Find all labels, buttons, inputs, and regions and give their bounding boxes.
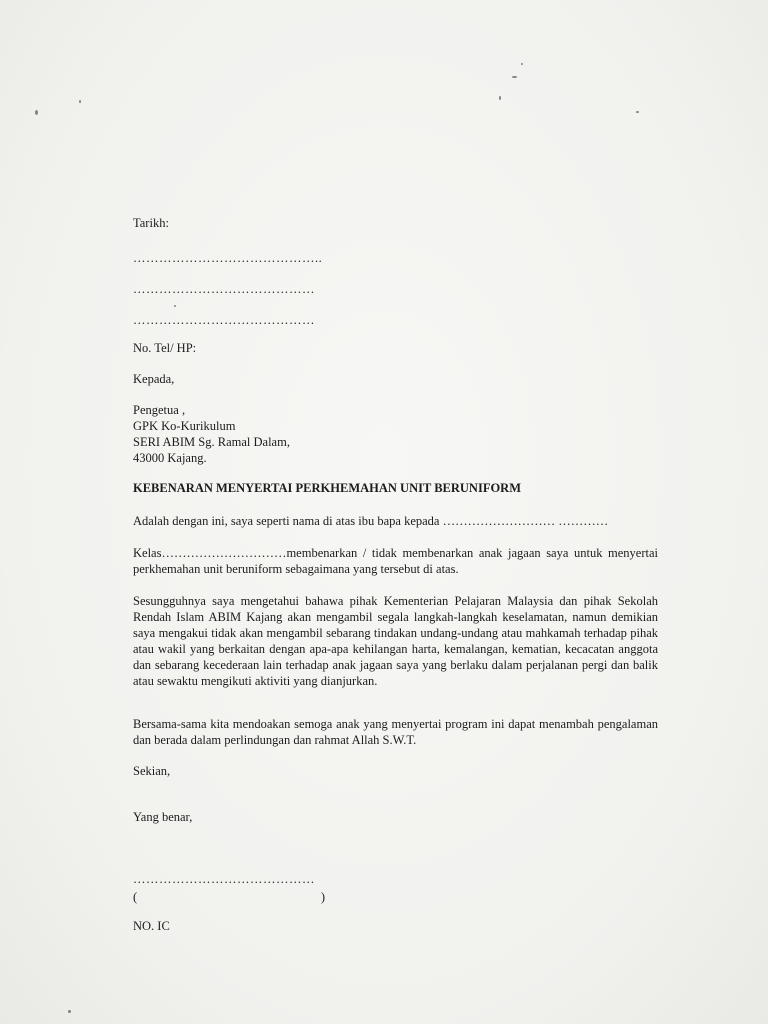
to-label: Kepada, bbox=[133, 372, 175, 386]
name-parentheses bbox=[133, 889, 325, 905]
address-line-2: …………………………………… bbox=[133, 282, 315, 296]
recipient-line: Pengetua , bbox=[133, 403, 186, 417]
paragraph-consent: Kelas…………………………membenarkan / tidak membenarkan anak jagaan saya untuk menyertai perkhemahan unit beruniform sebagaimana yang tersebut di atas. bbox=[133, 546, 658, 576]
close-paren: ) bbox=[320, 890, 325, 904]
address-line-1: …………………………………….. bbox=[133, 251, 323, 265]
scan-speck bbox=[521, 63, 523, 65]
scan-speck bbox=[68, 1010, 71, 1013]
paragraph-liability: Sesungguhnya saya mengetahui bahawa pihak Kementerian Pelajaran Malaysia dan pihak Sekolah Rendah Islam ABIM Kajang akan mengambil segala langkah-langkah keselamatan, namun demikian saya mengakui tidak akan mengambil sebarang tindakan undang-undang atau mahkamah terhadap pihak atau wakil yang berkaitan dengan apa-apa kehilangan harta, kemalangan, kematian, kecacatan anggota dan sebarang kecederaan lain terhadap anak jagaan saya yang berlaku dalam perjalanan pergi dan balik atau sewaktu mengikuti aktiviti yang dianjurkan. bbox=[133, 594, 658, 688]
open-paren: ( bbox=[133, 890, 138, 904]
recipient-line: GPK Ko-Kurikulum bbox=[133, 419, 236, 433]
ic-label: NO. IC bbox=[133, 919, 170, 933]
scan-speck bbox=[499, 96, 501, 100]
signature-line: …………………………………… bbox=[133, 872, 315, 886]
scan-speck bbox=[512, 76, 517, 78]
recipient-line: 43000 Kajang. bbox=[133, 451, 207, 465]
scan-speck bbox=[79, 100, 81, 103]
closing-text: Sekian, bbox=[133, 764, 171, 778]
recipient-line: SERI ABIM Sg. Ramal Dalam, bbox=[133, 435, 290, 449]
date-label: Tarikh: bbox=[133, 216, 169, 230]
address-line-3: …………………………………… bbox=[133, 313, 315, 327]
paragraph-intro: Adalah dengan ini, saya seperti nama di atas ibu bapa kepada ……………………… ………… bbox=[133, 514, 609, 528]
scan-speck bbox=[174, 305, 176, 307]
scan-speck bbox=[636, 111, 639, 113]
recipient-address bbox=[133, 402, 290, 466]
phone-label: No. Tel/ HP: bbox=[133, 341, 197, 355]
scan-speck bbox=[35, 110, 38, 115]
letter-title: KEBENARAN MENYERTAI PERKHEMAHAN UNIT BERUNIFORM bbox=[133, 481, 522, 495]
paragraph-prayer: Bersama-sama kita mendoakan semoga anak yang menyertai program ini dapat menambah pengalaman dan berada dalam perlindungan dan rahmat Allah S.W.T. bbox=[133, 717, 658, 747]
sign-off-text: Yang benar, bbox=[133, 810, 193, 824]
